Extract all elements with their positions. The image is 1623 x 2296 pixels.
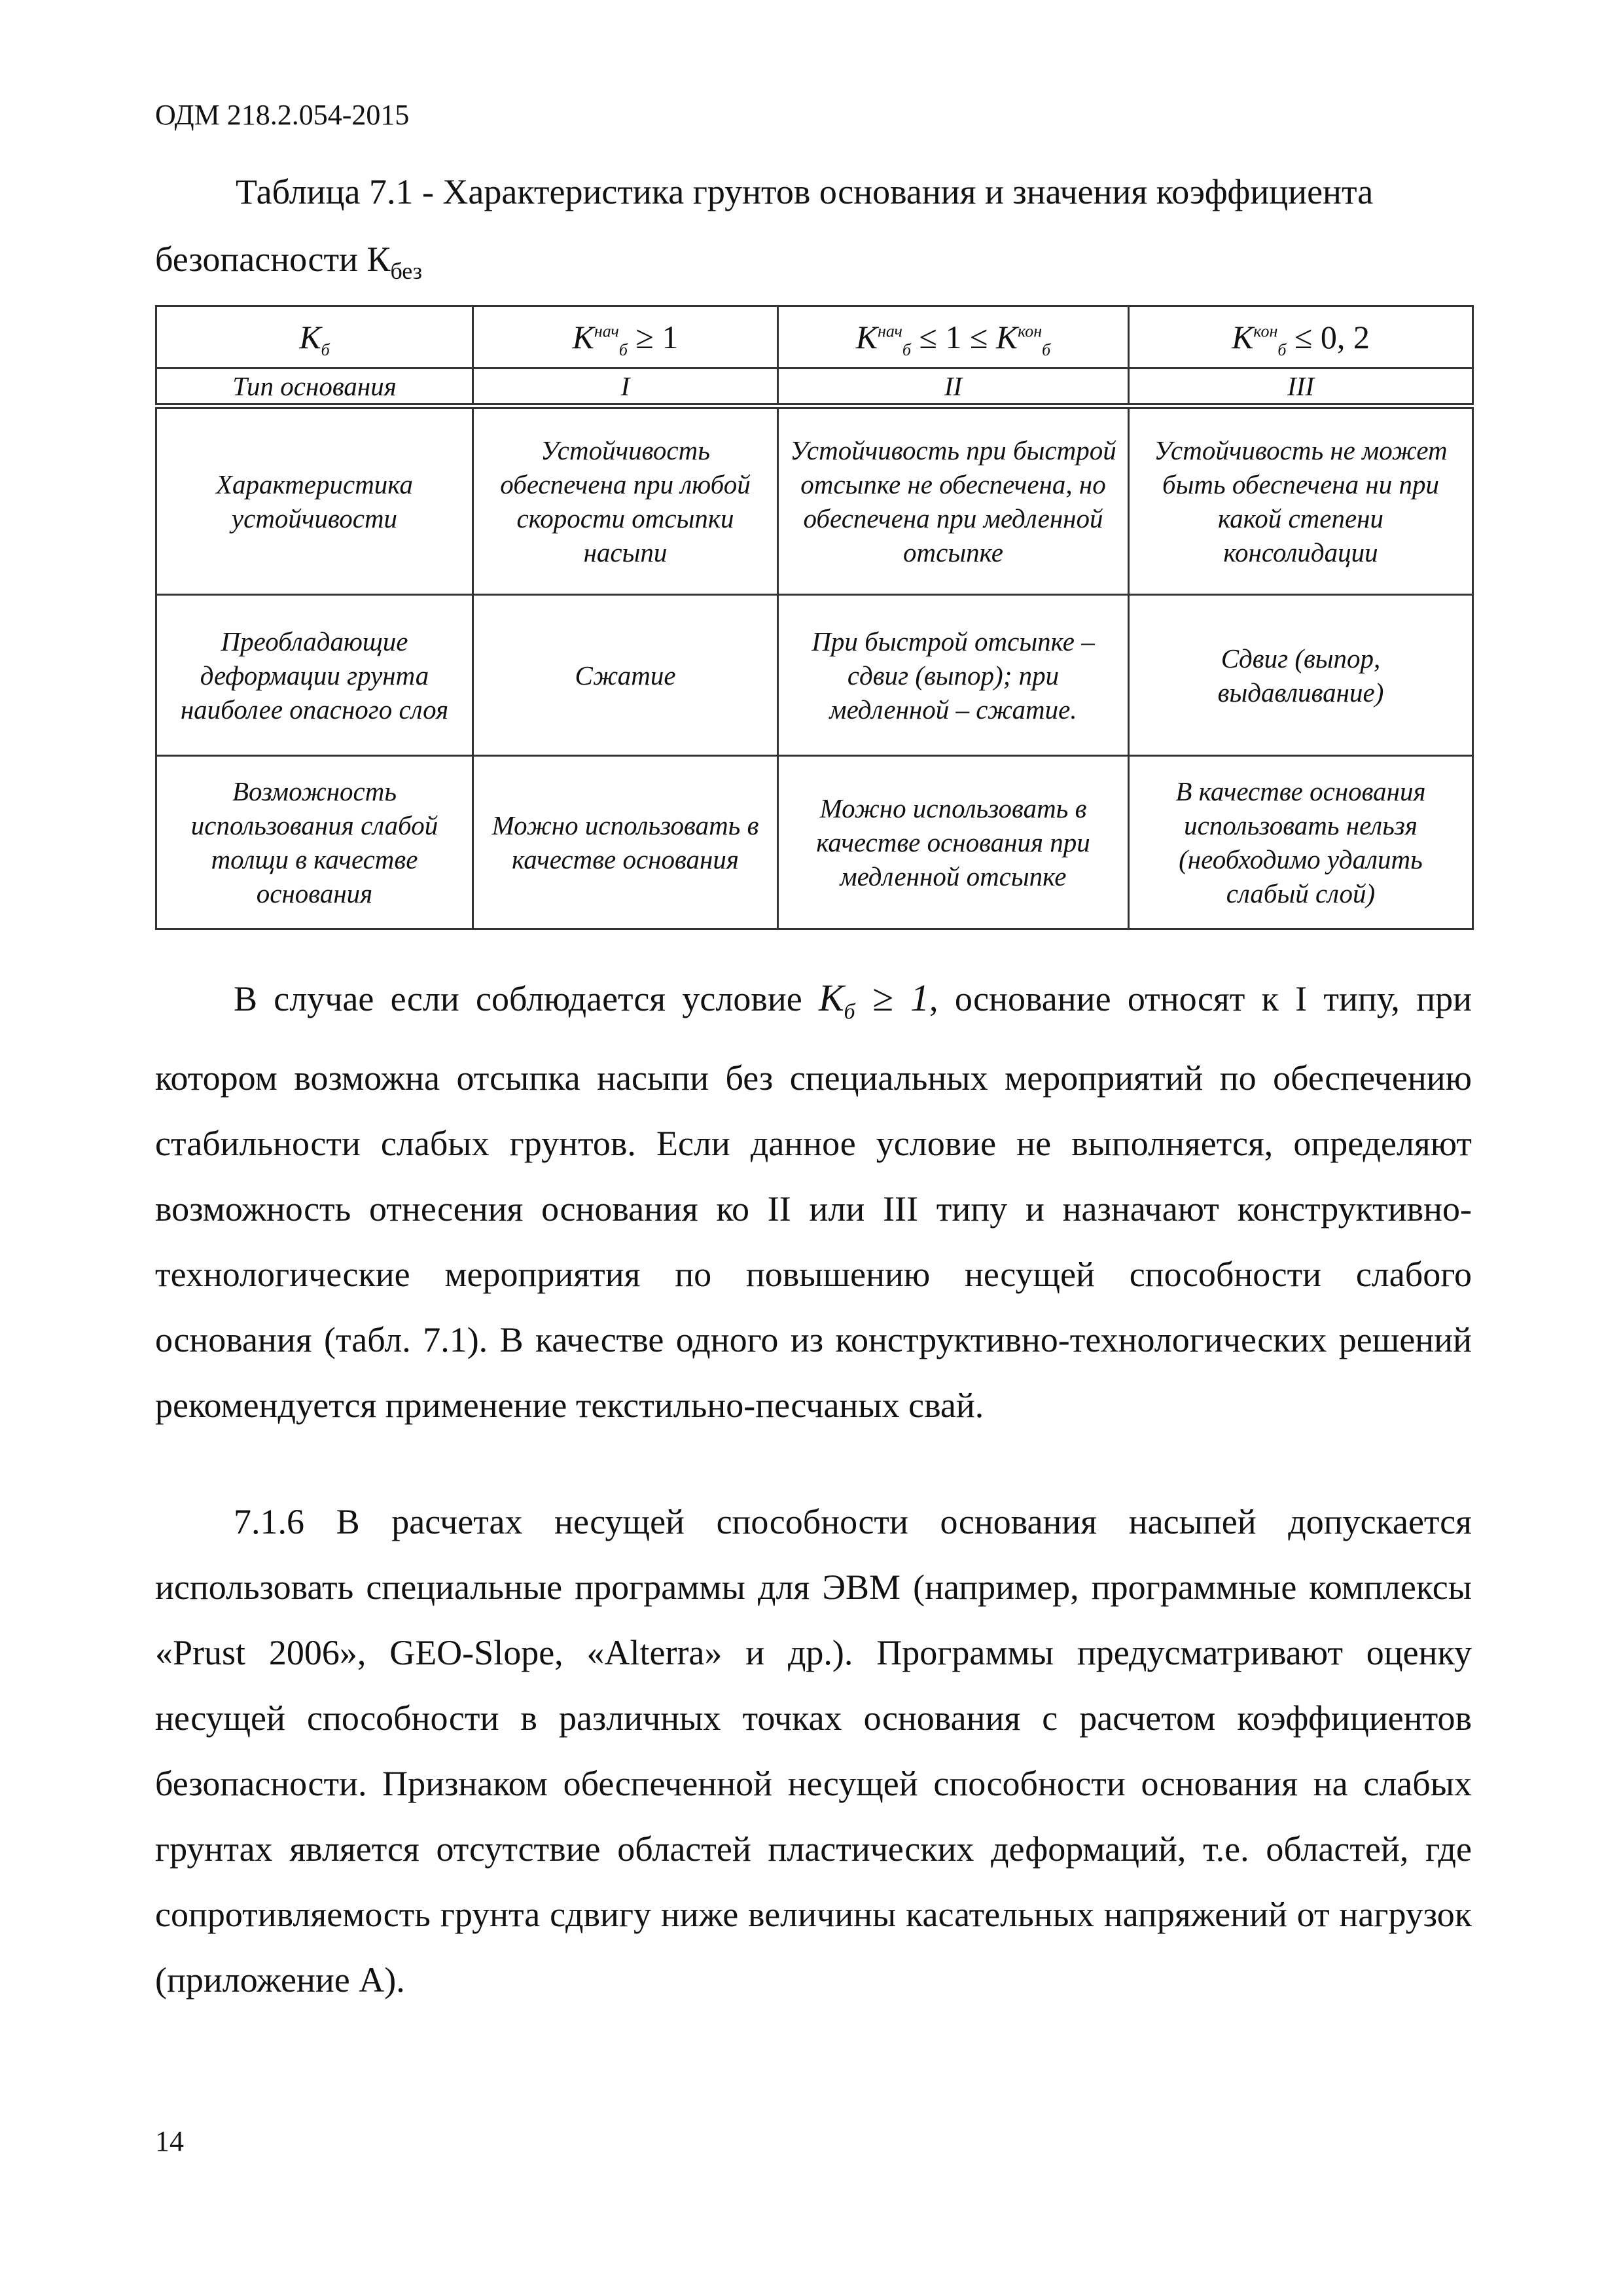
row-label: Возможность использования слабой толщи в качестве основания <box>156 756 473 929</box>
row-label: Преобладающие деформации грунта наиболее опасного слоя <box>156 595 473 756</box>
table-cell: При быстрой отсыпке – сдвиг (выпор); при медленной – сжатие. <box>778 595 1129 756</box>
paragraph-base-type <box>155 965 1472 1438</box>
table-caption-continued <box>155 239 1471 285</box>
paragraph-text-end: , основание относят к I типу, при котором возможна отсыпка насыпи без специальных мероприятий по обеспечению стабильности слабых грунтов. Если данное условие не выполняется, определяют возможность отнесения основания ко II или III типу и назначают конструктивно-технологические мероприятия по повышению несущей способности слабого основания (табл. 7.1). В качестве одного из конструктивно-технологических решений рекомендуется применение текстильно-песчаных свай. <box>155 979 1472 1425</box>
type-cell: III <box>1129 368 1473 406</box>
soil-characteristics-table <box>155 305 1474 930</box>
table-header-row <box>156 306 1473 368</box>
table-cell: Можно использовать в качестве основания <box>473 756 778 929</box>
header-cell-type-2-condition: $К^{нач}_б \le 1 \le К^{кон}_б$ <box>778 306 1129 368</box>
header-cell-type-1-condition: $К^{нач}_б \ge 1$ <box>473 306 778 368</box>
paragraph-7-1-6 <box>155 1489 1472 2013</box>
row-label: Характеристика устойчивости <box>156 406 473 595</box>
header-cell-type-3-condition: $К^{кон}_б \le 0$, 2 <box>1129 306 1473 368</box>
table-type-row <box>156 368 1473 406</box>
page-number: 14 <box>155 2125 184 2157</box>
table-cell: Сжатие <box>473 595 778 756</box>
type-cell: II <box>778 368 1129 406</box>
table-cell: Устойчивость обеспечена при любой скорости отсыпки насыпи <box>473 406 778 595</box>
paragraph-text: 7.1.6 В расчетах несущей способности основания насыпей допускается использовать специальные программы для ЭВМ (например, программные комплексы «Prust 2006», GEO-Slope, «Alterra» и др.). Программы предусматривают оценку несущей способности в различных точках основания с расчетом коэффициентов безопасности. Признаком обеспеченной несущей способности основания на слабых грунтах является отсутствие областей пластических деформаций, т.е. областей, где сопротивляемость грунта сдвигу ниже величины касательных напряжений от нагрузок (приложение А). <box>155 1502 1472 2000</box>
table-caption: Таблица 7.1 - Характеристика грунтов основания и значения коэффициента <box>236 172 1374 211</box>
table-row <box>156 406 1473 595</box>
inline-formula: $К_б \ge 1$ <box>818 977 930 1024</box>
document-code: ОДМ 218.2.054-2015 <box>155 99 410 131</box>
type-cell: I <box>473 368 778 406</box>
header-cell-kb: $К_б$ <box>156 306 473 368</box>
type-row-label: Тип основания <box>156 368 473 406</box>
paragraph-text-start: В случае если соблюдается условие <box>234 979 802 1018</box>
caption-text: безопасности К <box>155 240 391 279</box>
caption-subscript: без <box>390 258 422 284</box>
table-row <box>156 756 1473 929</box>
table-cell: Устойчивость не может быть обеспечена ни при какой степени консолидации <box>1129 406 1473 595</box>
table-cell: В качестве основания использовать нельзя (необходимо удалить слабый слой) <box>1129 756 1473 929</box>
table-cell: Можно использовать в качестве основания при медленной отсыпке <box>778 756 1129 929</box>
table-row <box>156 595 1473 756</box>
table-cell: Устойчивость при быстрой отсыпке не обеспечена, но обеспечена при медленной отсыпке <box>778 406 1129 595</box>
table-cell: Сдвиг (выпор, выдавливание) <box>1129 595 1473 756</box>
